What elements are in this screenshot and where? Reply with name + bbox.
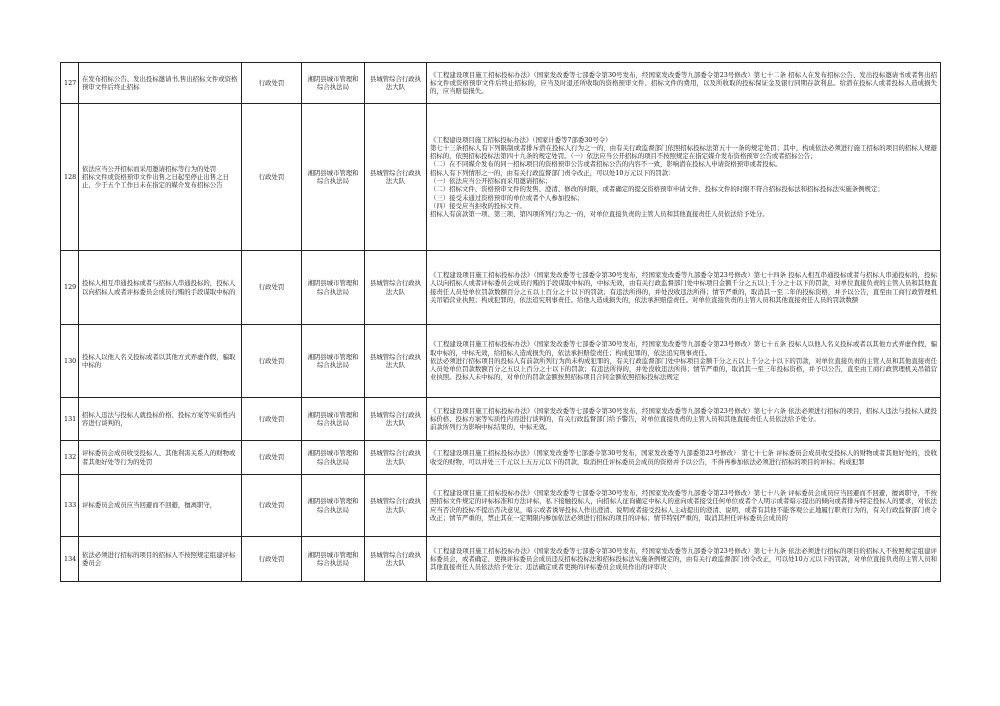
- item-name: 评标委员会成员应当回避而不回避，擅离职守，: [79, 475, 242, 537]
- item-legal-basis: [427, 475, 941, 537]
- item-name: 在发布招标公告、发出投标邀请书,售出招标文件或资格预审文件后终止招标: [79, 63, 242, 104]
- item-department: 湘阴县城市管理和综合执法局: [302, 537, 365, 582]
- table-row: [61, 63, 941, 104]
- item-unit: 县城管综合行政执法大队: [365, 441, 427, 475]
- item-category: 行政处罚: [242, 104, 302, 251]
- item-department: 湘阴县城市管理和综合执法局: [302, 475, 365, 537]
- table-body: [61, 63, 941, 582]
- item-legal-basis: [427, 325, 941, 398]
- legal-basis-text: 《工程建设项目施工招标投标办法》（国家发改委等七部委令第30号发布，经国家发改委等九部委令第23号修改）第七十二条 招标人在发布招标公告、发出投标邀请书或者售出招标文件或资格预审文件后终止招标的，应当及时退还所收取的资格预审文件、招标文件的费用，以及所收取的投标保证金及银行同期存款利息。给潜在投标人或者投标人造成损失的，应当赔偿损失。: [430, 70, 937, 96]
- table-row: [61, 251, 941, 325]
- item-name: 投标人以他人名义投标或者以其他方式弄虚作假，骗取中标的: [79, 325, 242, 398]
- legal-basis-text: 《工程建设项目施工招标投标办法》（国家发改委等七部委令第30号发布，经国家发改委等九部委令第23号修改）第七十四条 投标人相互串通投标或者与招标人串通投标的，投标人以向招标人或者评标委员会成员行贿的手段谋取中标的，中标无效，由有关行政监督部门处中标项目金额千分之五以上千分之十以下的罚款，对单位直接负责的主管人员和其他直接责任人员处单位罚款数额百分之五以上百分之十以下的罚款；有违法所得的，并处没收违法所得；情节严重的，取消其一至二年的投标资格，并予以公告，直至由工商行政管理机关吊销营业执照；构成犯罪的，依法追究刑事责任。给他人造成损失的，依法承担赔偿责任。对单位直接负责的主管人员和其他直接责任人员的罚款数额: [430, 270, 937, 304]
- item-name-text: 依法应当公开招标而采用邀请招标等行为的处罚 招标文件或资格预审文件出售之日起至停止出售之日止，少于五个工作日未在指定的媒介发布招标公告: [82, 164, 229, 190]
- item-name: 评标委员会成员收受投标人、其他利害关系人的财物或者其他好处等行为的处罚: [79, 441, 242, 475]
- row-number: 128: [61, 104, 79, 251]
- legal-basis-text: 《工程建设项目施工招标投标办法》（国家发改委等七部委令第30号发布，国家发改委等九部委第23号修改） 第七十七条 评标委员会成员收受投标人的财物或者其他好处的，没收收受的财物，可以并处三千元以上五万元以下的罚款，取消担任评标委员会成员的资格并予以公告，不得再参加依法必须进行招标的项目的评标；构成犯罪: [430, 449, 937, 466]
- row-number: 127: [61, 63, 79, 104]
- legal-basis-text: 《工程建设项目施工招标投标办法》（国家发改委等七部委令第30号发布，经国家发改委等九部委令第23号修改）第七十六条 依法必须进行招标的项目，招标人违法与投标人就投标价格、投标方案等实质性内容进行谈判的，有关行政监督部门给予警告，对单位直接负责的主管人员和其他直接责任人员依法给予处分。 前款所列行为影响中标结果的，中标无效。: [430, 406, 937, 432]
- item-category: 行政处罚: [242, 475, 302, 537]
- item-unit: 县城管综合行政执法大队: [365, 325, 427, 398]
- item-department: 湘阴县城市管理和综合执法局: [302, 63, 365, 104]
- item-category: 行政处罚: [242, 63, 302, 104]
- item-legal-basis: [427, 398, 941, 441]
- item-name: 招标人违法与投标人就投标价格、投标方案等实质性内容进行谈判的，: [79, 398, 242, 441]
- item-category: 行政处罚: [242, 398, 302, 441]
- row-number: 130: [61, 325, 79, 398]
- item-legal-basis: [427, 537, 941, 582]
- item-category: 行政处罚: [242, 251, 302, 325]
- table-row: [61, 398, 941, 441]
- item-legal-basis: [427, 441, 941, 475]
- item-name: 投标人相互串通投标或者与招标人串通投标的，投标人以向招标人或者评标委员会成员行贿的手段谋取中标的: [79, 251, 242, 325]
- item-unit: 县城管综合行政执法大队: [365, 251, 427, 325]
- item-name: 依法必须进行招标的项目的招标人不按照规定组建评标委员会: [79, 537, 242, 582]
- table-row: [61, 441, 941, 475]
- legal-basis-text: 《工程建设项目施工招标投标办法》（国家发改委等七部委令第30号发布，经国家发改委等九部委令第23号修改）第七十八条 评标委员会成员应当回避而不回避，擅离职守，不按照招标文件规定的评标标准和方法评标，私下接触投标人，向招标人征询确定中标人的意向或者接受任何单位或者个人明示或者暗示提出的倾向或者排斥特定投标人的要求，对依法应当否决的投标不提出否决意见，暗示或者诱导投标人作出澄清、说明或者接受投标人主动提出的澄清、说明，或者有其他不能客观公正地履行职责行为的，有关行政监督部门责令改正；情节严重的，禁止其在一定期限内参加依法必须进行招标的项目的评标；情节特别严重的，取消其担任评标委员会成员的: [430, 488, 937, 522]
- legal-basis-text: 《工程建设项目施工招标投标办法》（国家发改委等七部委令第30号发布，经国家发改委等九部委令第23号修改）第七十五条 投标人以他人名义投标或者以其他方式弄虚作假，骗取中标的，中标无效，给招标人造成损失的，依法承担赔偿责任；构成犯罪的，依法追究刑事责任。 依法必须进行招标项目的投标人有前款所列行为尚未构成犯罪的，有关行政监督部门处中标项目金额千分之五以上千分之十以下的罚款，对单位直接负责的主管人员和其他直接责任人员处单位罚款数额百分之五以上百分之十以下的罚款；有违法所得的，并处没收违法所得；情节严重的，取消其一至三年投标资格，并予以公告，直至由工商行政管理机关吊销营业执照。投标人未中标的，对单位的罚款金额按照招标项目合同金额依照招标投标法规定: [430, 340, 937, 382]
- table-row: [61, 537, 941, 582]
- item-department: 湘阴县城市管理和综合执法局: [302, 251, 365, 325]
- item-legal-basis: [427, 104, 941, 251]
- item-unit: 县城管综合行政执法大队: [365, 398, 427, 441]
- item-name: [79, 104, 242, 251]
- item-department: 湘阴县城市管理和综合执法局: [302, 104, 365, 251]
- item-unit: 县城管综合行政执法大队: [365, 63, 427, 104]
- item-category: 行政处罚: [242, 441, 302, 475]
- enforcement-items-table: [60, 62, 941, 582]
- row-number: 131: [61, 398, 79, 441]
- item-category: 行政处罚: [242, 537, 302, 582]
- legal-basis-text: 《工程建设项目施工招标投标办法》（国家发改委等七部委令第30号发布，经国家发改委等九部委令第23号修改）第七十九条 依法必须进行招标的项目的招标人不按照规定组建评标委员会，或者确定、更换评标委员会成员违反招标投标法和招标投标法实施条例规定的，由有关行政监督部门责令改正，可以处10万元以下的罚款，对单位直接负责的主管人员和其他直接责任人员依法给予处分；违法确定或者更换的评标委员会成员作出的评审决: [430, 546, 937, 572]
- row-number: 133: [61, 475, 79, 537]
- row-number: 129: [61, 251, 79, 325]
- table-row: [61, 325, 941, 398]
- legal-basis-text: 《工程建设项目施工招标投标办法》（国家计委等7部委30号令） 第七十三条招标人有下列限制或者排斥潜在投标人行为之一的，由有关行政监督部门依照招标投标法第五十一条的规定处罚；其中，构成依法必须进行施工招标的项目的招标人规避招标的，依照招标投标法第四十九条的规定处罚。（一）依法应当公开招标的项目不按照规定在指定媒介发布资格预审公告或者招标公告； （二）在不同媒介发布的同一招标项目的资格预审公告或者招标公告的内容不一致，影响潜在投标人申请资格预审或者投标。 招标人有下列情形之一的，由有关行政监督部门责令改正，可以处10万元以下的罚款： （一）依法应当公开招标而采用邀请招标； （二）招标文件、资格预审文件的发售、澄清、修改的时限，或者确定的提交资格预审申请文件、投标文件的时限不符合招标投标法和招标投标法实施条例规定； （三）接受未通过资格预审的单位或者个人参加投标； （四）接受应当拒收的投标文件。 招标人有前款第一项、第三项、第四项所列行为之一的，对单位直接负责的主管人员和其他直接责任人员依法给予处分。: [430, 135, 937, 219]
- row-number: 134: [61, 537, 79, 582]
- item-legal-basis: [427, 251, 941, 325]
- item-unit: 县城管综合行政执法大队: [365, 104, 427, 251]
- item-department: 湘阴县城市管理和综合执法局: [302, 325, 365, 398]
- table-row: [61, 104, 941, 251]
- item-category: 行政处罚: [242, 325, 302, 398]
- item-unit: 县城管综合行政执法大队: [365, 537, 427, 582]
- item-department: 湘阴县城市管理和综合执法局: [302, 441, 365, 475]
- table-row: [61, 475, 941, 537]
- item-legal-basis: [427, 63, 941, 104]
- item-department: 湘阴县城市管理和综合执法局: [302, 398, 365, 441]
- item-unit: 县城管综合行政执法大队: [365, 475, 427, 537]
- row-number: 132: [61, 441, 79, 475]
